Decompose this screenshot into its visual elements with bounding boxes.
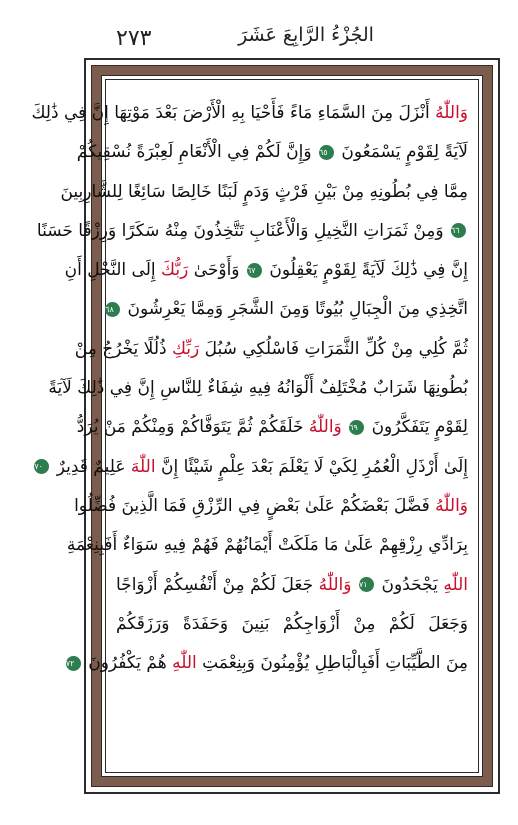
text-line	[66, 526, 468, 565]
ayah-number-marker: ٧١	[359, 577, 374, 592]
verse-text: يَجْحَدُونَ	[376, 574, 444, 595]
ayah-number-marker: ٦٩	[349, 420, 364, 435]
verse-text: مِمَّا فِي بُطُونِهِ مِنْ بَيْنِ فَرْثٍ وَدَمٍ لَبَنًا خَالِصًا سَائِغًا لِلشَّارِبِينَ	[60, 181, 468, 202]
divine-name-text: اللّٰهِ	[172, 653, 197, 674]
divine-name-text: اللّٰهِ	[443, 574, 468, 595]
text-line	[65, 644, 468, 683]
verse-text: بُطُونِهَا شَرَابٌ مُخْتَلِفٌ أَلْوَانُهُ فِيهِ شِفَاءٌ لِلنَّاسِ إِنَّ فِي ذَٰلِكَ لَآيَةً	[48, 378, 468, 399]
verse-text: فَضَّلَ بَعْضَكُمْ عَلَىٰ بَعْضٍ فِي الرِّزْقِ فَمَا الَّذِينَ فُضِّلُوا	[74, 495, 436, 516]
verse-text: اتَّخِذِي مِنَ الْجِبَالِ بُيُوتًا وَمِنَ الشَّجَرِ وَمِمَّا يَعْرِشُونَ	[122, 299, 468, 320]
verse-text: مِنَ الطَّيِّبَاتِ أَفَبِالْبَاطِلِ يُؤْمِنُونَ وَبِنِعْمَتِ	[196, 653, 468, 674]
verse-text: إِلَى النَّحْلِ أَنِ	[64, 260, 162, 281]
text-line	[105, 290, 468, 329]
verse-text: ذُلُلًا يَخْرُجُ مِنْ	[74, 338, 172, 359]
text-line	[76, 408, 468, 447]
divine-name-text: رَبُّكَ	[161, 260, 189, 281]
divine-name-text: وَاللّٰهُ	[308, 417, 342, 438]
text-line	[76, 133, 468, 172]
ayah-number-marker: ٦٥	[319, 145, 334, 160]
juz-title: الجُزْءُ الرَّابِعَ عَشَرَ	[238, 24, 374, 46]
ayah-number-marker: ٧٢	[66, 656, 81, 671]
verse-text	[342, 417, 347, 437]
divine-name-text: اللّٰهَ	[130, 456, 156, 477]
ayah-number-marker: ٧٠	[34, 459, 49, 474]
text-line	[74, 487, 468, 526]
text-line	[34, 448, 468, 487]
divine-name-text: وَاللّٰهُ	[435, 495, 468, 516]
verse-text: لِقَوْمٍ يَتَفَكَّرُونَ	[366, 417, 468, 438]
verse-text: وَإِنَّ لَكُمْ فِي الْأَنْعَامِ لَعِبْرَةً نُسْقِيكُمْ	[76, 142, 317, 163]
divine-name-text: وَاللّٰهُ	[435, 103, 468, 123]
verse-text: وَأَوْحَىٰ	[188, 260, 245, 281]
verse-text: أَنْزَلَ مِنَ السَّمَاءِ مَاءً فَأَحْيَا بِهِ الْأَرْضَ بَعْدَ مَوْتِهَا إِنَّ فِي ذَٰلِكَ	[31, 103, 436, 123]
verse-text: بِرَادِّي رِزْقِهِمْ عَلَىٰ مَا مَلَكَتْ أَيْمَانُهُمْ فَهُمْ فِيهِ سَوَاءٌ أَفَبِنِعْمَةِ	[66, 535, 468, 556]
verse-text: لَآيَةً لِقَوْمٍ يَسْمَعُونَ	[335, 142, 468, 163]
text-line	[116, 566, 468, 605]
text-line	[36, 212, 468, 251]
verse-text: عَلِيمٌ قَدِيرٌ	[51, 456, 131, 477]
verse-text: إِلَىٰ أَرْذَلِ الْعُمُرِ لِكَيْ لَا يَعْلَمَ بَعْدَ عِلْمٍ شَيْئًا إِنَّ	[155, 456, 468, 477]
text-line	[60, 173, 468, 212]
page-frame	[31, 58, 500, 794]
verse-text-area	[31, 94, 468, 758]
text-line	[48, 369, 468, 408]
text-panel	[31, 75, 483, 777]
text-line	[64, 251, 468, 290]
ayah-number-marker: ٦٦	[451, 223, 466, 238]
verse-text: وَجَعَلَ لَكُمْ مِنْ أَزْوَاجِكُمْ بَنِينَ وَحَفَدَةً وَرَزَقَكُمْ	[116, 613, 468, 634]
verse-text	[351, 575, 357, 595]
verse-text: جَعَلَ لَكُمْ مِنْ أَنْفُسِكُمْ أَزْوَاجًا	[116, 574, 319, 595]
ayah-number-marker: ٦٧	[247, 263, 262, 278]
text-line	[31, 94, 468, 133]
divine-name-text: رَبِّكِ	[171, 338, 200, 359]
text-line	[74, 330, 468, 369]
verse-text: ثُمَّ كُلِي مِنْ كُلِّ الثَّمَرَاتِ فَاسْلُكِي سُبُلَ	[199, 338, 468, 359]
verse-text: إِنَّ فِي ذَٰلِكَ لَآيَةً لِقَوْمٍ يَعْقِلُونَ	[263, 260, 468, 281]
verse-text: وَمِنْ ثَمَرَاتِ النَّخِيلِ وَالْأَعْنَابِ تَتَّخِذُونَ مِنْهُ سَكَرًا وَرِزْقًا حَسَنًا	[36, 220, 449, 241]
verse-text: هُمْ يَكْفُرُونَ	[82, 653, 173, 674]
divine-name-text: وَاللّٰهُ	[318, 574, 352, 595]
text-line	[116, 605, 468, 644]
ayah-number-marker: ٦٨	[105, 302, 120, 317]
verse-text: خَلَقَكُمْ ثُمَّ يَتَوَفَّاكُمْ وَمِنْكُمْ مَنْ يُرَدُّ	[76, 417, 309, 438]
page-number: ٢٧٣	[116, 26, 152, 51]
decorative-border	[31, 65, 493, 787]
